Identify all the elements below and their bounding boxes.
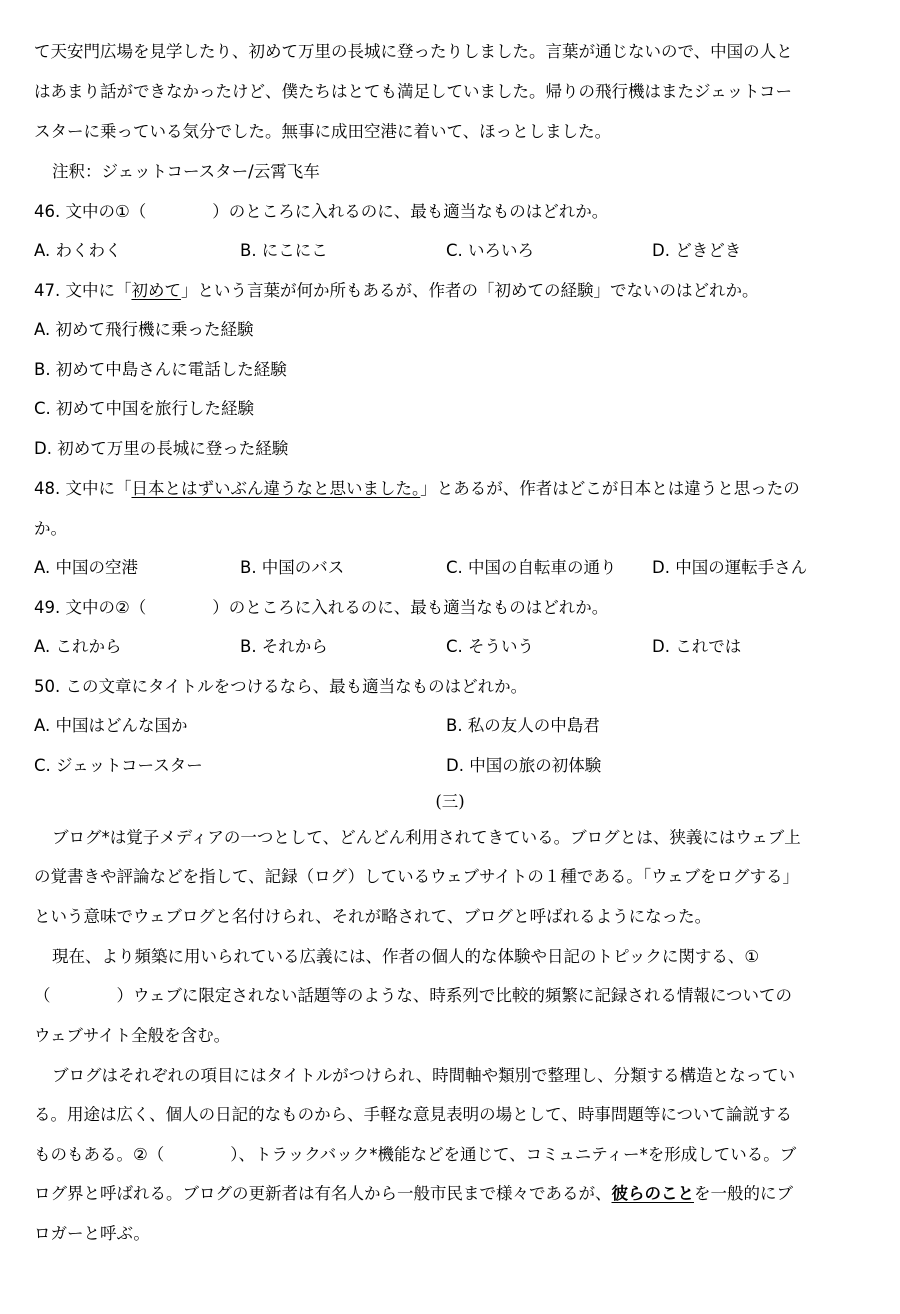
q47-option-b: B. 初めて中島さんに電話した経験: [34, 360, 287, 379]
question-48-continued: か。: [34, 519, 67, 538]
q46-option-c: C. いろいろ: [446, 241, 535, 260]
underlined-phrase: 日本とはずいぶん違うなと思いました。: [131, 479, 421, 498]
q49-option-d: D. これでは: [652, 637, 742, 656]
question-48: 48. 文中に「日本とはずいぶん違うなと思いました。」とあるが、作者はどこが日本とは違うと思ったの: [34, 479, 800, 498]
q50-option-d: D. 中国の旅の初体験: [446, 756, 602, 775]
q48-option-a: A. 中国の空港: [34, 558, 138, 577]
q49-option-a: A. これから: [34, 637, 122, 656]
underlined-phrase: 初めて: [131, 281, 181, 300]
q47-option-d: D. 初めて万里の長城に登った経験: [34, 439, 289, 458]
q48-option-c: C. 中国の自転車の通り: [446, 558, 617, 577]
paragraph-line: ログ界と呼ばれる。ブログの更新者は有名人から一般市民まで様々であるが、彼らのことを一般的にブ: [34, 1184, 793, 1203]
passage-line: て天安門広場を見学したり、初めて万里の長城に登ったりしました。言葉が通じないので、中国の人と: [34, 42, 793, 61]
q47-option-c: C. 初めて中国を旅行した経験: [34, 399, 255, 418]
q48-option-b: B. 中国のバス: [240, 558, 345, 577]
q50-option-a: A. 中国はどんな国か: [34, 716, 188, 735]
vocabulary-note: 注釈：ジェットコースター/云霄飞车: [52, 162, 320, 181]
paragraph-line: ロガーと呼ぶ。: [34, 1224, 150, 1243]
q47-option-a: A. 初めて飛行機に乗った経験: [34, 320, 254, 339]
paragraph-line: の覚書きや評論などを指して、記録（ログ）しているウェブサイトの１種である。「ウェブをログする」: [34, 867, 799, 886]
paragraph-line: ブログはそれぞれの項目にはタイトルがつけられ、時間軸や類別で整理し、分類する構造となってい: [52, 1066, 796, 1085]
q48-option-d: D. 中国の運転手さん: [652, 558, 808, 577]
paragraph-line: という意味でウェブログと名付けられ、それが略されて、ブログと呼ばれるようになった。: [34, 907, 712, 926]
passage-line: スターに乗っている気分でした。無事に成田空港に着いて、ほっとしました。: [34, 122, 612, 141]
question-49: 49. 文中の②（ ）のところに入れるのに、最も適当なものはどれか。: [34, 598, 609, 617]
section-title: (三): [435, 792, 465, 811]
paragraph-line: ものもある。②（ ）、トラックバック*機能などを通じて、コミュニティー*を形成している。ブ: [34, 1145, 797, 1164]
q49-option-b: B. それから: [240, 637, 328, 656]
question-50: 50. この文章にタイトルをつけるなら、最も適当なものはどれか。: [34, 677, 528, 696]
underlined-phrase: 彼らのこと: [611, 1184, 694, 1203]
paragraph-line: ウェブサイト全般を含む。: [34, 1026, 231, 1045]
question-46: 46. 文中の①（ ）のところに入れるのに、最も適当なものはどれか。: [34, 202, 609, 221]
paragraph-line: る。用途は広く、個人の日記的なものから、手軽な意見表明の場として、時事問題等について論説する: [34, 1105, 793, 1124]
question-47: 47. 文中に「初めて」という言葉が何か所もあるが、作者の「初めての経験」でないのはどれか。: [34, 281, 759, 300]
paragraph-line: 現在、より頻築に用いられている広義には、作者の個人的な体験や日記のトピックに関する、①: [52, 947, 760, 966]
q46-option-d: D. どきどき: [652, 241, 742, 260]
q49-option-c: C. そういう: [446, 637, 535, 656]
q46-option-a: A. わくわく: [34, 241, 122, 260]
q46-option-b: B. にこにこ: [240, 241, 328, 260]
passage-line: はあまり話ができなかったけど、僕たちはとても満足していました。帰りの飛行機はまたジェットコー: [34, 82, 793, 101]
q50-option-b: B. 私の友人の中島君: [446, 716, 600, 735]
paragraph-line: （ ）ウェブに限定されない話題等のような、時系列で比較的頻繁に記録される情報についての: [34, 986, 793, 1005]
q50-option-c: C. ジェットコースター: [34, 756, 203, 775]
paragraph-line: ブログ*は覚子メディアの一つとして、どんどん利用されてきている。ブログとは、狭義にはウェブ上: [52, 828, 801, 847]
